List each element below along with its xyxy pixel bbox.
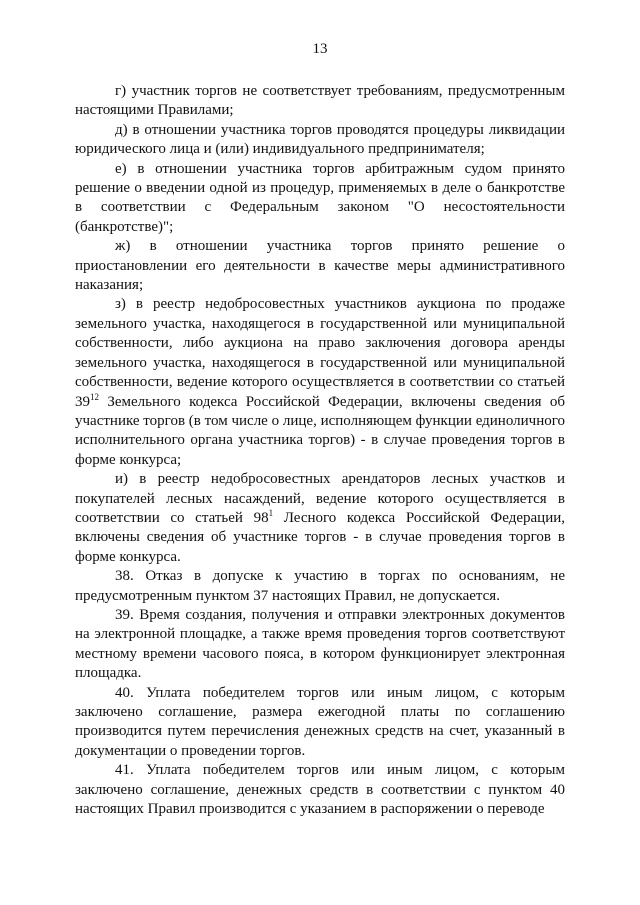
document-body [75, 82, 565, 819]
paragraph-z-superscript: 12 [90, 391, 99, 402]
paragraph-g: г) участник торгов не соответствует требованиям, предусмотренным настоящими Правилами; [75, 83, 565, 119]
paragraph-41: 41. Уплата победителем торгов или иным лицом, с которым заключено соглашение, денежных средств в соответствии с пунктом 40 настоящих Правил производится с указанием в распоряжении о переводе [75, 762, 565, 818]
paragraph-i-text-after: Лесного кодекса Российской Федерации, включены сведения об участнике торгов - в случае проведения торгов в форме конкурса. [75, 509, 565, 565]
paragraph-i-superscript: 1 [268, 507, 274, 518]
paragraph-38: 38. Отказ в допуске к участию в торгах по основаниям, не предусмотренным пунктом 37 настоящих Правил, не допускается. [75, 568, 565, 604]
paragraph-z [75, 295, 565, 470]
paragraph-z-text-after: Земельного кодекса Российской Федерации, включены сведения об участнике торгов (в том числе о лице, исполняющем функции единоличного исполнительного органа участника торгов) - в случае проведения торгов в форме конкурса; [75, 393, 565, 468]
page-number: 13 [312, 41, 328, 57]
paragraph-e: е) в отношении участника торгов арбитражным судом принято решение о введении одной из процедур, применяемых в деле о банкротстве в соответствии с Федеральным законом "О несостоятельности (банкротстве)"; [75, 160, 565, 235]
paragraph-39: 39. Время создания, получения и отправки электронных документов на электронной площадке, а также время проведения торгов соответствуют местному времени часового пояса, в котором функционирует электронная площадка. [75, 606, 565, 682]
paragraph-i-text-before: и) в реестр недобросовестных арендаторов лесных участков и покупателей лесных насаждений, ведение которого осуществляется в соответствии со статьей 98 [75, 471, 565, 526]
paragraph-40: 40. Уплата победителем торгов или иным лицом, с которым заключено соглашение, размера ежегодной платы по соглашению производится путем перечисления денежных средств на счет, указанный в документации о проведении торгов. [75, 684, 565, 759]
paragraph-z-text-before: з) в реестр недобросовестных участников аукциона по продаже земельного участка, находящегося в государственной или муниципальной собственности, либо аукциона на право заключения договора аренды земельного участка, находящегося в государственной или муниципальной собственности, ведение которого осуществляется в соответствии со статьей 39 [75, 296, 565, 410]
paragraph-i [75, 470, 565, 567]
paragraph-zh: ж) в отношении участника торгов принято решение о приостановлении его деятельности в качестве меры административного наказания; [75, 238, 565, 294]
paragraph-d: д) в отношении участника торгов проводятся процедуры ликвидации юридического лица и (или) индивидуального предпринимателя; [75, 121, 565, 158]
